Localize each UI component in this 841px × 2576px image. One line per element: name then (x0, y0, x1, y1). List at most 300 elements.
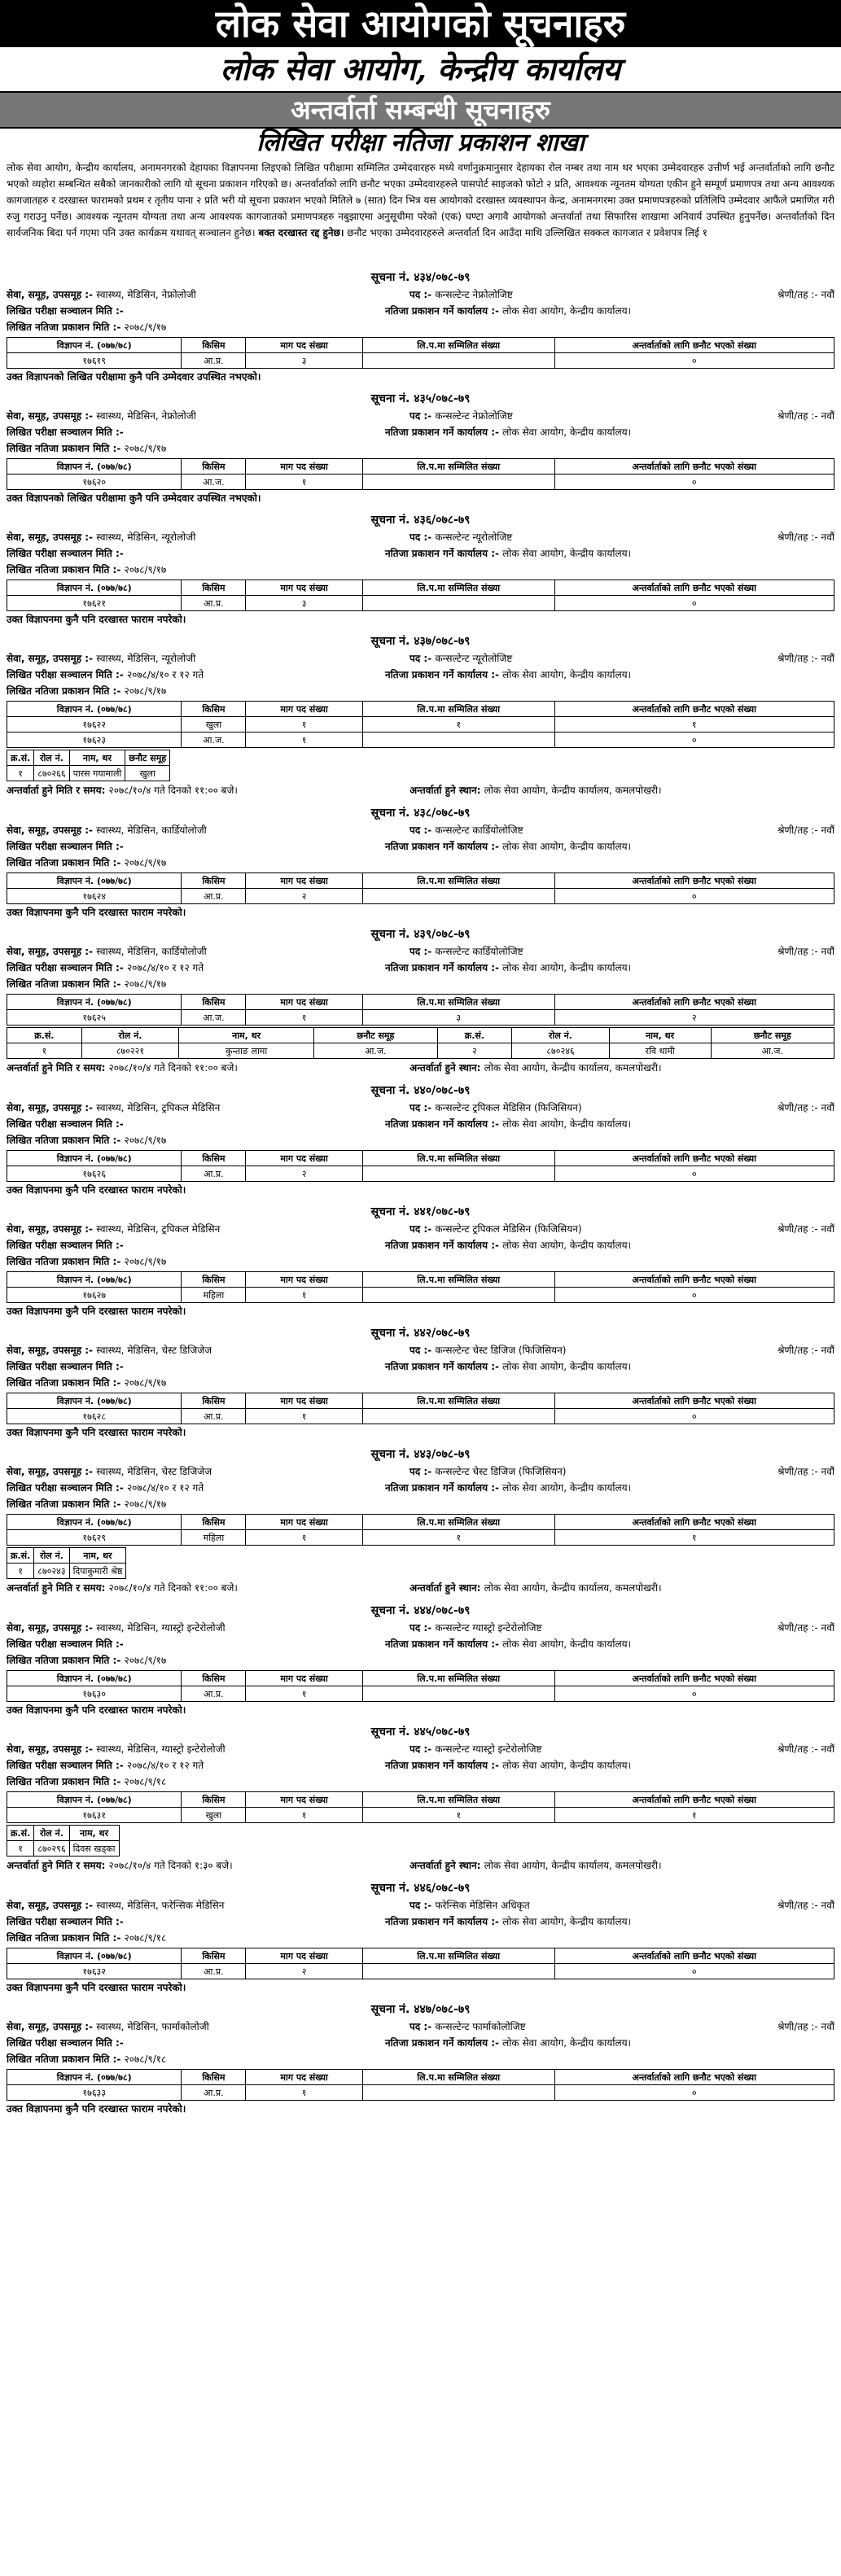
candidate-table-header (7, 750, 170, 766)
interview-time: अन्तर्वार्ता हुने मिति र समय: २०७८/१०/४ गते दिनको ११:०० बजे। (7, 1062, 238, 1074)
table-cell: आ.ज. (314, 1043, 437, 1059)
notice-exam-row (7, 2035, 834, 2051)
notices-list (7, 269, 834, 2122)
notice-block (7, 804, 834, 925)
result-table-header (7, 1151, 834, 1166)
table-cell: महिला (182, 1530, 246, 1546)
exam-date: लिखित परीक्षा सञ्चालन मिति :- (7, 548, 124, 559)
column-header: अन्तर्वार्ताको लागि छनौट भएको संख्या (554, 580, 834, 596)
post: पद :- फरेन्सिक मेडिसिन अधिकृत (410, 1900, 530, 1911)
result-table (7, 2069, 834, 2101)
result-table (7, 994, 834, 1026)
result-office: नतिजा प्रकाशन गर्ने कार्यालय :- लोक सेवा आयोग, केन्द्रीय कार्यालय। (385, 1240, 632, 1251)
table-cell (362, 1166, 554, 1182)
result-date: लिखित नतिजा प्रकाशन मिति :- २०७८/९/१७ (7, 1377, 167, 1389)
table-row (7, 717, 834, 733)
column-header: माग पद संख्या (246, 702, 362, 717)
result-office: नतिजा प्रकाशन गर्ने कार्यालय :- लोक सेवा आयोग, केन्द्रीय कार्यालय। (385, 1916, 632, 1927)
result-office-value: लोक सेवा आयोग, केन्द्रीय कार्यालय। (502, 548, 632, 559)
notice-result-row (7, 440, 834, 457)
notice-result-row (7, 976, 834, 992)
column-header: लि.प.मा सम्मिलित संख्या (362, 2070, 554, 2085)
result-office-value: लोक सेवा आयोग, केन्द्रीय कार्यालय। (502, 1240, 632, 1251)
notice-exam-row (7, 1757, 834, 1773)
candidate-row (7, 1564, 126, 1579)
result-office: नतिजा प्रकाशन गर्ने कार्यालय :- लोक सेवा आयोग, केन्द्रीय कार्यालय। (385, 669, 632, 680)
intro-emphasis-2: छनौट भएका उम्मेदवारहरुले अन्तर्वार्ता दिन आउँदा माथि उल्लिखित सक्कल कागजात र प्रवेशपत्र लिई १ (347, 227, 707, 238)
result-table (7, 1150, 834, 1182)
notice-block (7, 269, 834, 390)
result-date-value: २०७८/९/१८ (124, 2053, 167, 2065)
notice-service-row (7, 822, 834, 838)
level: श्रेणी/तह :- नवौं (777, 946, 834, 957)
column-header: रोल नं. (34, 750, 69, 766)
notice-block (7, 1602, 834, 1723)
service-group: सेवा, समूह, उपसमूह :- स्वास्थ्य, मेडिसिन, ग्यास्ट्रो इन्टेरोलोजी (7, 1743, 226, 1755)
table-cell: ३ (246, 353, 362, 369)
column-header: नाम, थर (609, 1028, 711, 1043)
notice-remark: उक्त विज्ञापनमा कुनै पनि दरखास्त फाराम नपरेको। (7, 1704, 186, 1716)
table-cell: १ (246, 1409, 362, 1424)
result-office-value: लोक सेवा आयोग, केन्द्रीय कार्यालय। (502, 426, 632, 438)
table-cell: आ.प्र. (182, 1409, 246, 1424)
table-cell: १७६३० (7, 1686, 182, 1702)
notice-block (7, 1203, 834, 1324)
notice-number: सूचना नं. ४४७/०७८-७९ (370, 2003, 471, 2016)
interview-row (7, 1059, 834, 1077)
column-header: माग पद संख्या (246, 580, 362, 596)
notice-exam-row (7, 960, 834, 976)
exam-date: लिखित परीक्षा सञ्चालन मिति :- (7, 1240, 124, 1251)
result-office: नतिजा प्रकाशन गर्ने कार्यालय :- लोक सेवा आयोग, केन्द्रीय कार्यालय। (385, 1361, 632, 1372)
section-title: लिखित परीक्षा नतिजा प्रकाशन शाखा (256, 129, 585, 157)
level-value: नवौं (821, 1466, 834, 1477)
post-value: कन्सल्टेन्ट नेफ्रोलोजिष्ट (435, 410, 513, 422)
table-cell: ० (554, 596, 834, 611)
notice-exam-row (7, 1358, 834, 1375)
notice-result-row (7, 1132, 834, 1148)
table-cell: १ (554, 717, 834, 733)
table-cell: आ.ज. (182, 1010, 246, 1026)
page-banner: लोक सेवा आयोगको सूचनाहरु (0, 0, 841, 47)
result-date-value: २०७८/९/१७ (124, 321, 167, 333)
result-office-value: लोक सेवा आयोग, केन्द्रीय कार्यालय। (502, 1361, 632, 1372)
table-cell: २ (437, 1043, 512, 1059)
exam-date: लिखित परीक्षा सञ्चालन मिति :- २०७८/४/१० र १२ गते (7, 962, 204, 973)
result-date-value: २०७८/९/१८ (124, 1776, 167, 1787)
post-value: कन्सल्टेन्ट ग्यास्ट्रो इन्टेरोलोजिष्ट (435, 1743, 542, 1755)
service-group-value: स्वास्थ्य, मेडिसिन, नेफ्रोलोजी (96, 289, 196, 300)
table-row (7, 1166, 834, 1182)
service-group: सेवा, समूह, उपसमूह :- स्वास्थ्य, मेडिसिन, चेस्ट डिजिजेज (7, 1345, 212, 1356)
level: श्रेणी/तह :- नवौं (777, 1622, 834, 1634)
table-cell: आ.ज. (711, 1043, 834, 1059)
result-office-value: लोक सेवा आयोग, केन्द्रीय कार्यालय। (502, 1916, 632, 1927)
notice-number: सूचना नं. ४३९/०७८-७९ (370, 928, 471, 941)
column-header: विज्ञापन नं. (०७७/७८) (7, 1515, 182, 1530)
result-date: लिखित नतिजा प्रकाशन मिति :- २०७८/९/१८ (7, 1776, 167, 1787)
interview-row (7, 1579, 834, 1597)
table-cell: आ.प्र. (182, 889, 246, 904)
result-table-header (7, 1393, 834, 1409)
result-office-value: लोक सेवा आयोग, केन्द्रीय कार्यालय। (502, 305, 632, 317)
column-header: विज्ञापन नं. (०७७/७८) (7, 873, 182, 889)
column-header: अन्तर्वार्ताको लागि छनौट भएको संख्या (554, 873, 834, 889)
notice-remark: उक्त विज्ञापनमा कुनै पनि दरखास्त फाराम नपरेको। (7, 1184, 186, 1196)
service-group-value: स्वास्थ्य, मेडिसिन, फार्माकोलोजी (96, 2021, 209, 2032)
table-row (7, 733, 834, 748)
exam-date: लिखित परीक्षा सञ्चालन मिति :- (7, 2037, 124, 2049)
table-cell: १७६२५ (7, 1010, 182, 1026)
intro-paragraph (7, 160, 834, 241)
column-header: अन्तर्वार्ताको लागि छनौट भएको संख्या (554, 1515, 834, 1530)
level: श्रेणी/तह :- नवौं (777, 410, 834, 422)
column-header: नाम, थर (69, 1826, 119, 1841)
exam-date: लिखित परीक्षा सञ्चालन मिति :- २०७८/४/१० र १२ गते (7, 669, 204, 680)
table-cell: दिवस खड्का (69, 1841, 119, 1857)
notice-service-row (7, 1463, 834, 1480)
table-cell: १ (246, 2085, 362, 2101)
table-row (7, 1288, 834, 1303)
table-cell (362, 353, 554, 369)
notice-result-row (7, 319, 834, 335)
exam-date: लिखित परीक्षा सञ्चालन मिति :- (7, 305, 124, 317)
column-header: अन्तर्वार्ताको लागि छनौट भएको संख्या (554, 1393, 834, 1409)
column-header: नाम, थर (69, 750, 125, 766)
level: श्रेणी/तह :- नवौं (777, 2021, 834, 2032)
exam-date: लिखित परीक्षा सञ्चालन मिति :- (7, 1916, 124, 1927)
candidate-row (7, 1043, 834, 1059)
result-office-value: लोक सेवा आयोग, केन्द्रीय कार्यालय। (502, 1482, 632, 1494)
service-group: सेवा, समूह, उपसमूह :- स्वास्थ्य, मेडिसिन, कार्डियोलोजी (7, 824, 207, 836)
notice-service-row (7, 1100, 834, 1116)
table-cell: महिला (182, 1288, 246, 1303)
candidate-row (7, 766, 170, 781)
notice-block (7, 1879, 834, 2001)
column-header: क्र.सं. (7, 1826, 34, 1841)
interview-place: अन्तर्वार्ता हुने स्थान: लोक सेवा आयोग, केन्द्रीय कार्यालय, कमलपोखरी। (410, 785, 662, 796)
post-value: कन्सल्टेन्ट चेस्ट डिजिज (फिजिसियन) (435, 1466, 567, 1477)
result-table (7, 1791, 834, 1823)
notice-service-row (7, 1221, 834, 1237)
notice-service-row (7, 650, 834, 667)
column-header: छनौट समूह (314, 1028, 437, 1043)
result-table (7, 579, 834, 611)
result-office: नतिजा प्रकाशन गर्ने कार्यालय :- लोक सेवा आयोग, केन्द्रीय कार्यालय। (385, 1482, 632, 1494)
level-value: नवौं (821, 1900, 834, 1911)
interview-row (7, 1857, 834, 1874)
post: पद :- कन्सल्टेन्ट नेफ्रोलोजिष्ट (410, 289, 513, 300)
post-value: कन्सल्टेन्ट फार्माकोलोजिष्ट (435, 2021, 526, 2032)
level-value: नवौं (821, 531, 834, 543)
result-date-value: २०७८/९/१७ (124, 978, 167, 990)
result-date: लिखित नतिजा प्रकाशन मिति :- २०७८/९/१७ (7, 564, 167, 575)
column-header: विज्ञापन नं. (०७७/७८) (7, 1792, 182, 1808)
notice-remark: उक्त विज्ञापनको लिखित परीक्षामा कुनै पनि उम्मेदवार उपस्थित नभएको। (7, 371, 261, 383)
notice-block (7, 925, 834, 1082)
section-bar: अन्तर्वार्ता सम्बन्धी सूचनाहरु (0, 91, 841, 129)
column-header: किसिम (182, 338, 246, 353)
column-header: माग पद संख्या (246, 995, 362, 1010)
table-cell: आ.प्र. (182, 1166, 246, 1182)
column-header: लि.प.मा सम्मिलित संख्या (362, 1792, 554, 1808)
candidate-table (7, 1825, 120, 1857)
interview-time: अन्तर्वार्ता हुने मिति र समय: २०७८/१०/४ गते दिनको १:३० बजे। (7, 1860, 233, 1871)
result-date-value: २०७८/९/१७ (124, 564, 167, 575)
result-date: लिखित नतिजा प्रकाशन मिति :- २०७८/९/१७ (7, 978, 167, 990)
notice-service-row (7, 529, 834, 545)
interview-time-value: २०७८/१०/४ गते दिनको १:३० बजे। (108, 1860, 233, 1871)
exam-date-value: २०७८/४/१० र १२ गते (126, 1482, 204, 1494)
interview-time-value: २०७८/१०/४ गते दिनको ११:०० बजे। (108, 1062, 238, 1074)
table-cell: १ (246, 475, 362, 490)
column-header: माग पद संख्या (246, 1393, 362, 1409)
result-office: नतिजा प्रकाशन गर्ने कार्यालय :- लोक सेवा आयोग, केन्द्रीय कार्यालय। (385, 1118, 632, 1130)
interview-row (7, 781, 834, 799)
service-group: सेवा, समूह, उपसमूह :- स्वास्थ्य, मेडिसिन, नेफ्रोलोजी (7, 289, 196, 300)
table-cell: ० (554, 2085, 834, 2101)
level-value: नवौं (821, 1345, 834, 1356)
result-office-value: लोक सेवा आयोग, केन्द्रीय कार्यालय। (502, 1118, 632, 1130)
column-header: लि.प.मा सम्मिलित संख्या (362, 995, 554, 1010)
service-group-value: स्वास्थ्य, मेडिसिन, न्यूरोलोजी (96, 531, 196, 543)
table-cell: १७६२९ (7, 1530, 182, 1546)
service-group: सेवा, समूह, उपसमूह :- स्वास्थ्य, मेडिसिन, न्यूरोलोजी (7, 531, 196, 543)
column-header: अन्तर्वार्ताको लागि छनौट भएको संख्या (554, 459, 834, 475)
post-value: कन्सल्टेन्ट ट्रपिकल मेडिसिन (फिजिसियन) (435, 1223, 582, 1235)
table-cell (362, 475, 554, 490)
level: श्रेणी/तह :- नवौं (777, 1345, 834, 1356)
result-date: लिखित नतिजा प्रकाशन मिति :- २०७८/९/१७ (7, 685, 167, 697)
column-header: लि.प.मा सम्मिलित संख्या (362, 1393, 554, 1409)
notice-exam-row (7, 1237, 834, 1253)
result-table (7, 1948, 834, 1979)
column-header: विज्ञापन नं. (०७७/७८) (7, 459, 182, 475)
notice-number: सूचना नं. ४४५/०७८-७९ (370, 1725, 471, 1738)
result-date: लिखित नतिजा प्रकाशन मिति :- २०७८/९/१७ (7, 1498, 167, 1510)
level-value: नवौं (821, 1223, 834, 1235)
table-cell: १ (554, 1530, 834, 1546)
notice-remark: उक्त विज्ञापनमा कुनै पनि दरखास्त फाराम नपरेको। (7, 2103, 186, 2115)
notice-result-row (7, 1375, 834, 1391)
post: पद :- कन्सल्टेन्ट कार्डियोलोजिष्ट (410, 946, 523, 957)
result-table (7, 873, 834, 904)
result-date-value: २०७८/९/१७ (124, 1135, 167, 1146)
result-date-value: २०७८/९/१७ (124, 1498, 167, 1510)
service-group-value: स्वास्थ्य, मेडिसिन, ट्रपिकल मेडिसिन (96, 1102, 221, 1113)
spacer (7, 2117, 834, 2122)
notice-remark: उक्त विज्ञापनमा कुनै पनि दरखास्त फाराम नपरेको। (7, 1427, 186, 1438)
post-value: कन्सल्टेन्ट ट्रपिकल मेडिसिन (फिजिसियन) (435, 1102, 582, 1113)
notice-exam-row (7, 838, 834, 855)
column-header: किसिम (182, 995, 246, 1010)
notice-remark: उक्त विज्ञापनमा कुनै पनि दरखास्त फाराम नपरेको। (7, 614, 186, 625)
service-group-value: स्वास्थ्य, मेडिसिन, ट्रपिकल मेडिसिन (96, 1223, 221, 1235)
column-header: माग पद संख्या (246, 2070, 362, 2085)
table-cell (362, 1288, 554, 1303)
table-cell: १ (554, 1808, 834, 1823)
table-cell: ८७०२४६ (512, 1043, 609, 1059)
post: पद :- कन्सल्टेन्ट कार्डियोलोजिष्ट (410, 824, 523, 836)
result-table-header (7, 995, 834, 1010)
column-header: लि.प.मा सम्मिलित संख्या (362, 1671, 554, 1686)
post-value: कन्सल्टेन्ट ग्यास्ट्रो इन्टेरोलोजिष्ट (435, 1622, 542, 1634)
column-header: लि.प.मा सम्मिलित संख्या (362, 338, 554, 353)
table-cell (362, 1964, 554, 1979)
result-date: लिखित नतिजा प्रकाशन मिति :- २०७८/९/१८ (7, 2053, 167, 2065)
post: पद :- कन्सल्टेन्ट न्यूरोलोजिष्ट (410, 653, 513, 664)
level: श्रेणी/तह :- नवौं (777, 653, 834, 664)
candidate-table (7, 1547, 126, 1579)
notice-service-row (7, 408, 834, 424)
table-cell: ० (554, 1686, 834, 1702)
result-table-header (7, 459, 834, 475)
notice-exam-row (7, 303, 834, 319)
notice-result-row (7, 1253, 834, 1270)
level-value: नवौं (821, 653, 834, 664)
table-cell: १ (246, 1288, 362, 1303)
post: पद :- कन्सल्टेन्ट फार्माकोलोजिष्ट (410, 2021, 526, 2032)
table-cell: १७६१९ (7, 353, 182, 369)
notice-block (7, 1445, 834, 1602)
column-header: क्र.सं. (7, 750, 34, 766)
table-cell: १ (362, 1808, 554, 1823)
table-cell: १ (246, 717, 362, 733)
table-row (7, 475, 834, 490)
service-group: सेवा, समूह, उपसमूह :- स्वास्थ्य, मेडिसिन, कार्डियोलोजी (7, 946, 207, 957)
table-cell: १ (7, 1564, 34, 1579)
notice-service-row (7, 1342, 834, 1358)
result-date: लिखित नतिजा प्रकाशन मिति :- २०७८/९/१७ (7, 443, 167, 454)
result-date-value: २०७८/९/१७ (124, 1256, 167, 1267)
table-row (7, 1964, 834, 1979)
notice-remark: उक्त विज्ञापनमा कुनै पनि दरखास्त फाराम नपरेको। (7, 1305, 186, 1317)
interview-time-value: २०७८/१०/४ गते दिनको ११:०० बजे। (108, 1582, 238, 1594)
interview-place-value: लोक सेवा आयोग, केन्द्रीय कार्यालय, कमलपोखरी। (484, 1062, 662, 1074)
notice-number: सूचना नं. ४३८/०७८-७९ (370, 807, 471, 820)
table-cell: पारस गयामाली (69, 766, 125, 781)
result-office: नतिजा प्रकाशन गर्ने कार्यालय :- लोक सेवा आयोग, केन्द्रीय कार्यालय। (385, 962, 632, 973)
table-cell: १ (246, 733, 362, 748)
service-group: सेवा, समूह, उपसमूह :- स्वास्थ्य, मेडिसिन, चेस्ट डिजिजेज (7, 1466, 212, 1477)
result-office-value: लोक सेवा आयोग, केन्द्रीय कार्यालय। (502, 669, 632, 680)
result-office-value: लोक सेवा आयोग, केन्द्रीय कार्यालय। (502, 1760, 632, 1771)
notice-remark: उक्त विज्ञापनमा कुनै पनि दरखास्त फाराम नपरेको। (7, 907, 186, 918)
level: श्रेणी/तह :- नवौं (777, 531, 834, 543)
table-cell (362, 596, 554, 611)
column-header: लि.प.मा सम्मिलित संख्या (362, 1515, 554, 1530)
table-cell: १७६२० (7, 475, 182, 490)
notice-number: सूचना नं. ४४१/०७८-७९ (370, 1205, 471, 1218)
result-date-value: २०७८/९/१८ (124, 1932, 167, 1944)
table-cell: ८७०२४३ (34, 1564, 69, 1579)
column-header: लि.प.मा सम्मिलित संख्या (362, 1151, 554, 1166)
level-value: नवौं (821, 410, 834, 422)
result-office: नतिजा प्रकाशन गर्ने कार्यालय :- लोक सेवा आयोग, केन्द्रीय कार्यालय। (385, 2037, 632, 2049)
service-group-value: स्वास्थ्य, मेडिसिन, फरेन्सिक मेडिसिन (96, 1900, 225, 1911)
column-header: विज्ञापन नं. (०७७/७८) (7, 338, 182, 353)
notice-service-row (7, 1897, 834, 1913)
post: पद :- कन्सल्टेन्ट चेस्ट डिजिज (फिजिसियन) (410, 1466, 567, 1477)
result-table (7, 701, 834, 748)
result-office-value: लोक सेवा आयोग, केन्द्रीय कार्यालय। (502, 841, 632, 852)
column-header: नाम, थर (69, 1548, 126, 1564)
column-header: किसिम (182, 1948, 246, 1964)
service-group: सेवा, समूह, उपसमूह :- स्वास्थ्य, मेडिसिन, ट्रपिकल मेडिसिन (7, 1223, 221, 1235)
table-cell: आ.प्र. (182, 1964, 246, 1979)
notice-result-row (7, 855, 834, 871)
table-cell: ० (554, 1166, 834, 1182)
post: पद :- कन्सल्टेन्ट नेफ्रोलोजिष्ट (410, 410, 513, 422)
result-table (7, 1271, 834, 1303)
column-header: रोल नं. (34, 1826, 69, 1841)
table-cell (362, 733, 554, 748)
post: पद :- कन्सल्टेन्ट ग्यास्ट्रो इन्टेरोलोजिष्ट (410, 1622, 542, 1634)
notice-service-row (7, 1620, 834, 1636)
service-group: सेवा, समूह, उपसमूह :- स्वास्थ्य, मेडिसिन, फरेन्सिक मेडिसिन (7, 1900, 225, 1911)
notice-block (7, 511, 834, 632)
level: श्रेणी/तह :- नवौं (777, 1102, 834, 1113)
level-value: नवौं (821, 824, 834, 836)
candidate-table-header (7, 1826, 120, 1841)
exam-date: लिखित परीक्षा सञ्चालन मिति :- २०७८/४/१० र १२ गते (7, 1482, 204, 1494)
notice-block (7, 632, 834, 804)
exam-date: लिखित परीक्षा सञ्चालन मिति :- २०७८/४/१० र १२ गते (7, 1760, 204, 1771)
table-cell: आ.प्र. (182, 596, 246, 611)
result-office-value: लोक सेवा आयोग, केन्द्रीय कार्यालय। (502, 962, 632, 973)
table-cell (362, 889, 554, 904)
notice-block (7, 1082, 834, 1203)
level: श्रेणी/तह :- नवौं (777, 824, 834, 836)
result-table (7, 1670, 834, 1702)
table-cell (362, 1686, 554, 1702)
level-value: नवौं (821, 289, 834, 300)
column-header: माग पद संख्या (246, 1272, 362, 1288)
notice-service-row (7, 943, 834, 960)
column-header: माग पद संख्या (246, 459, 362, 475)
result-table-header (7, 1515, 834, 1530)
column-header: माग पद संख्या (246, 873, 362, 889)
column-header: विज्ञापन नं. (०७७/७८) (7, 702, 182, 717)
table-cell: ० (554, 733, 834, 748)
post: पद :- कन्सल्टेन्ट चेस्ट डिजिज (फिजिसियन) (410, 1345, 567, 1356)
column-header: रोल नं. (34, 1548, 69, 1564)
level: श्रेणी/तह :- नवौं (777, 1223, 834, 1235)
column-header: रोल नं. (512, 1028, 609, 1043)
table-cell: १ (7, 766, 34, 781)
notice-block (7, 1324, 834, 1445)
exam-date: लिखित परीक्षा सञ्चालन मिति :- (7, 1361, 124, 1372)
notice-number: सूचना नं. ४४३/०७८-७९ (370, 1448, 471, 1461)
table-row (7, 596, 834, 611)
column-header: नाम, थर (179, 1028, 314, 1043)
table-cell: आ.ज. (182, 733, 246, 748)
post-value: कन्सल्टेन्ट कार्डियोलोजिष्ट (435, 946, 523, 957)
notice-block (7, 390, 834, 511)
column-header: किसिम (182, 1393, 246, 1409)
notice-number: सूचना नं. ४४०/०७८-७९ (370, 1084, 471, 1097)
table-cell: ८७०२६६ (34, 766, 69, 781)
result-table (7, 1393, 834, 1424)
column-header: अन्तर्वार्ताको लागि छनौट भएको संख्या (554, 1948, 834, 1964)
table-cell: ३ (362, 1010, 554, 1026)
table-cell: ० (554, 889, 834, 904)
result-table (7, 337, 834, 369)
notice-exam-row (7, 1913, 834, 1930)
table-cell: ० (554, 475, 834, 490)
level: श्रेणी/तह :- नवौं (777, 1743, 834, 1755)
column-header: विज्ञापन नं. (०७७/७८) (7, 580, 182, 596)
